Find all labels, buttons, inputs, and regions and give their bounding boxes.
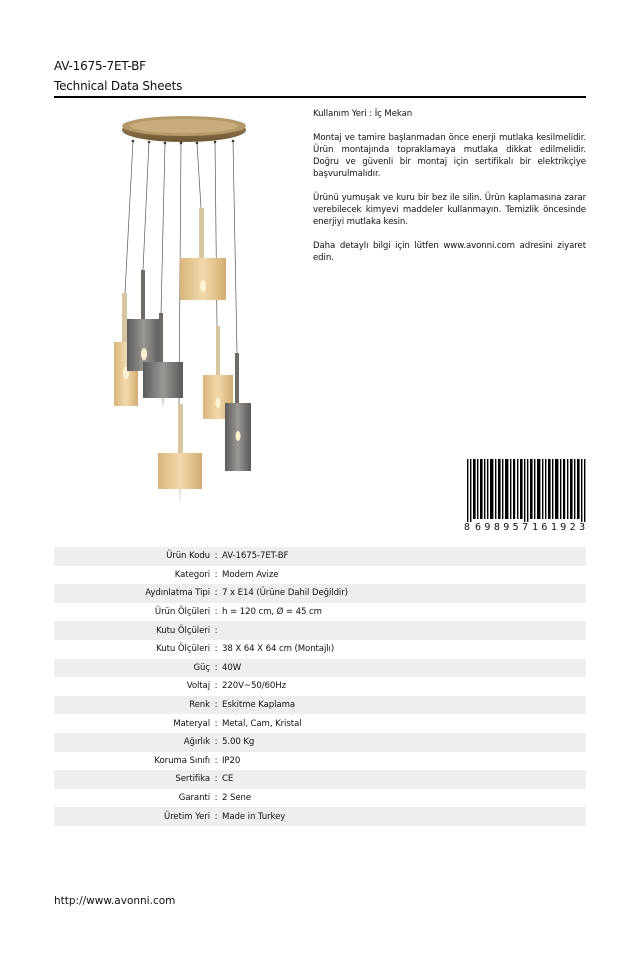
installation-warning: Montaj ve tamire başlanmadan önce enerji mutlaka kesilmelidir. Ürün montajında topraklamaya mutlaka dikkat edilmelidir. Doğru ve güvenli bir montaj için sertifikalı bir elektrikçiye başvurulmalıdır. bbox=[313, 133, 586, 179]
spec-separator: : bbox=[214, 588, 218, 599]
spec-value: Eskitme Kaplama bbox=[222, 700, 296, 711]
spec-separator: : bbox=[214, 774, 218, 785]
spec-row bbox=[54, 603, 586, 622]
more-info-note: Daha detaylı bilgi için lütfen www.avonni.com adresini ziyaret edin. bbox=[313, 241, 586, 263]
spec-separator: : bbox=[214, 681, 218, 692]
spec-separator: : bbox=[214, 737, 218, 748]
spec-label: Ürün Ölçüleri bbox=[154, 607, 210, 618]
spec-value: Modern Avize bbox=[222, 569, 279, 580]
spec-label: Kutu Ölçüleri bbox=[156, 644, 210, 655]
spec-separator: : bbox=[214, 644, 218, 655]
spec-label: Kategori bbox=[174, 569, 210, 580]
spec-row bbox=[54, 621, 586, 640]
spec-value: IP20 bbox=[222, 755, 241, 766]
usage-description bbox=[313, 108, 586, 276]
spec-separator: : bbox=[214, 793, 218, 804]
barcode-digits-left: 698957 bbox=[475, 522, 532, 533]
spec-row bbox=[54, 807, 586, 826]
spec-label: Garanti bbox=[178, 793, 210, 804]
spec-separator: : bbox=[214, 755, 218, 766]
spec-value: 220V~50/60Hz bbox=[222, 681, 287, 692]
product-image bbox=[105, 108, 265, 508]
document-subtitle: Technical Data Sheets bbox=[54, 79, 183, 93]
spec-label: Materyal bbox=[173, 718, 210, 729]
barcode-digits bbox=[464, 522, 589, 534]
spec-row bbox=[54, 640, 586, 659]
cleaning-instructions: Ürünü yumuşak ve kuru bir bez ile silin. Ürün kaplamasına zarar verebilecek kimyevi maddeler kullanmayın. Temizlik öncesinde enerjiyi mutlaka kesin. bbox=[313, 193, 586, 227]
barcode-digits-right: 161923 bbox=[532, 522, 589, 533]
spec-row bbox=[54, 696, 586, 715]
spec-value: CE bbox=[222, 774, 234, 785]
spec-label: Kutu Ölçüleri bbox=[156, 625, 210, 636]
spec-row bbox=[54, 733, 586, 752]
spec-row bbox=[54, 770, 586, 789]
spec-value: 38 X 64 X 64 cm (Montajlı) bbox=[222, 644, 335, 655]
spec-value: 2 Sene bbox=[222, 793, 252, 804]
spec-row bbox=[54, 677, 586, 696]
spec-separator: : bbox=[214, 718, 218, 729]
spec-label: Koruma Sınıfı bbox=[154, 755, 210, 766]
spec-label: Ürün Kodu bbox=[166, 551, 210, 562]
spec-row bbox=[54, 566, 586, 585]
spec-label: Ağırlık bbox=[183, 737, 210, 748]
spec-separator: : bbox=[214, 625, 218, 636]
spec-value: AV-1675-7ET-BF bbox=[222, 551, 289, 562]
spec-label: Güç bbox=[193, 662, 210, 673]
spec-row bbox=[54, 584, 586, 603]
spec-row bbox=[54, 789, 586, 808]
spec-value: 40W bbox=[222, 662, 242, 673]
header-divider bbox=[54, 96, 586, 98]
spec-label: Renk bbox=[189, 700, 210, 711]
spec-separator: : bbox=[214, 811, 218, 822]
spec-label: Sertifika bbox=[175, 774, 210, 785]
spec-row bbox=[54, 752, 586, 771]
barcode-bars bbox=[464, 459, 586, 525]
spec-row bbox=[54, 547, 586, 566]
barcode-digit-lead: 8 bbox=[464, 522, 471, 533]
spec-value: h = 120 cm, Ø = 45 cm bbox=[222, 607, 322, 618]
spec-row bbox=[54, 714, 586, 733]
spec-separator: : bbox=[214, 700, 218, 711]
spec-value: 5.00 Kg bbox=[222, 737, 255, 748]
spec-table bbox=[54, 547, 586, 826]
spec-value: Metal, Cam, Kristal bbox=[222, 718, 302, 729]
spec-value: 7 x E14 (Ürüne Dahil Değildir) bbox=[222, 588, 348, 599]
spec-separator: : bbox=[214, 662, 218, 673]
spec-label: Aydınlatma Tipi bbox=[145, 588, 210, 599]
barcode bbox=[464, 459, 589, 535]
usage-location: Kullanım Yeri : İç Mekan bbox=[313, 109, 413, 119]
spec-label: Üretim Yeri bbox=[164, 811, 210, 822]
spec-separator: : bbox=[214, 551, 218, 562]
spec-row bbox=[54, 659, 586, 678]
website-footer: http://www.avonni.com bbox=[54, 895, 176, 907]
spec-separator: : bbox=[214, 569, 218, 580]
spec-label: Voltaj bbox=[186, 681, 210, 692]
spec-value: Made in Turkey bbox=[222, 811, 286, 822]
spec-separator: : bbox=[214, 607, 218, 618]
product-code-heading: AV-1675-7ET-BF bbox=[54, 59, 146, 73]
